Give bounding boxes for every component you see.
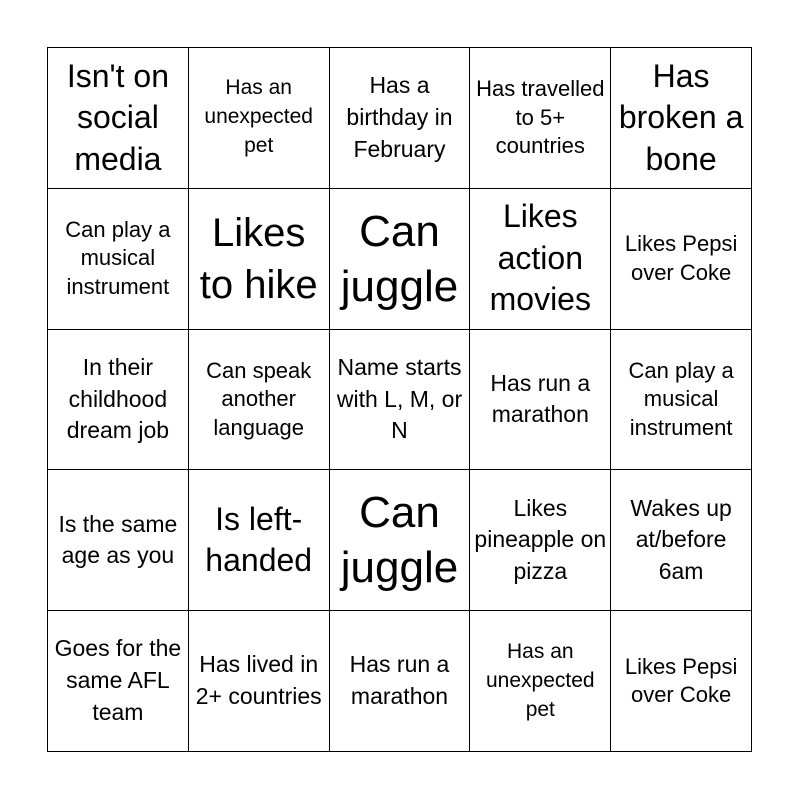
bingo-cell-text: Likes Pepsi over Coke <box>624 231 738 285</box>
bingo-cell-text: Has run a marathon <box>490 369 591 428</box>
bingo-cell-r1-c2[interactable] <box>189 48 330 189</box>
bingo-cell-r5-c1[interactable] <box>48 611 189 752</box>
bingo-cell-r4-c3[interactable] <box>330 470 471 611</box>
bingo-cell-r3-c1[interactable] <box>48 330 189 471</box>
bingo-cell-text: Has run a marathon <box>349 651 450 710</box>
bingo-cell-text: Name starts with L, M, or N <box>336 353 463 444</box>
bingo-cell-r3-c4[interactable] <box>470 330 611 471</box>
bingo-cell-text: Has an unexpected pet <box>485 639 595 721</box>
bingo-cell-r3-c3[interactable] <box>330 330 471 471</box>
bingo-cell-r5-c3[interactable] <box>330 611 471 752</box>
bingo-cell-text: Likes action movies <box>489 198 591 318</box>
bingo-cell-text: Has an unexpected pet <box>204 76 313 158</box>
bingo-cell-r2-c1[interactable] <box>48 189 189 330</box>
bingo-cell-text: Can play a musical instrument <box>65 216 171 299</box>
bingo-cell-text: Likes Pepsi over Coke <box>624 653 738 708</box>
bingo-cell-r1-c3[interactable] <box>330 48 471 189</box>
bingo-cell-text: Can juggle <box>340 488 459 593</box>
bingo-cell-text: Wakes up at/before 6am <box>630 494 732 585</box>
bingo-cell-text: Can play a musical instrument <box>628 357 734 440</box>
bingo-cell-text: Is left-handed <box>205 500 313 579</box>
bingo-cell-r4-c2[interactable] <box>189 470 330 611</box>
bingo-cell-r1-c1[interactable] <box>48 48 189 189</box>
bingo-cell-r5-c2[interactable] <box>189 611 330 752</box>
bingo-cell-r4-c5[interactable] <box>611 470 752 611</box>
bingo-cell-r3-c5[interactable] <box>611 330 752 471</box>
bingo-cell-r2-c5[interactable] <box>611 189 752 330</box>
bingo-cell-text: Has a birthday in February <box>346 72 453 162</box>
bingo-cell-text: Isn't on social media <box>66 57 169 177</box>
bingo-cell-text: Has travelled to 5+ countries <box>476 76 605 159</box>
bingo-cell-text: Can speak another language <box>206 357 312 440</box>
bingo-cell-text: Is the same age as you <box>58 510 178 569</box>
bingo-cell-text: Has broken a bone <box>618 57 744 177</box>
bingo-cell-text: Can juggle <box>340 206 459 311</box>
bingo-cell-r3-c2[interactable] <box>189 330 330 471</box>
bingo-cell-r1-c4[interactable] <box>470 48 611 189</box>
bingo-cell-text: Likes to hike <box>199 210 318 307</box>
bingo-cell-r2-c2[interactable] <box>189 189 330 330</box>
bingo-cell-text: In their childhood dream job <box>66 353 170 444</box>
bingo-cell-r4-c1[interactable] <box>48 470 189 611</box>
bingo-cell-text: Likes pineapple on pizza <box>474 494 607 585</box>
bingo-cell-r2-c3[interactable] <box>330 189 471 330</box>
bingo-cell-text: Goes for the same AFL team <box>54 635 182 725</box>
bingo-cell-r5-c4[interactable] <box>470 611 611 752</box>
bingo-cell-r5-c5[interactable] <box>611 611 752 752</box>
bingo-cell-r2-c4[interactable] <box>470 189 611 330</box>
bingo-cell-text: Has lived in 2+ countries <box>195 651 322 710</box>
bingo-board <box>47 47 752 752</box>
bingo-cell-r1-c5[interactable] <box>611 48 752 189</box>
bingo-cell-r4-c4[interactable] <box>470 470 611 611</box>
